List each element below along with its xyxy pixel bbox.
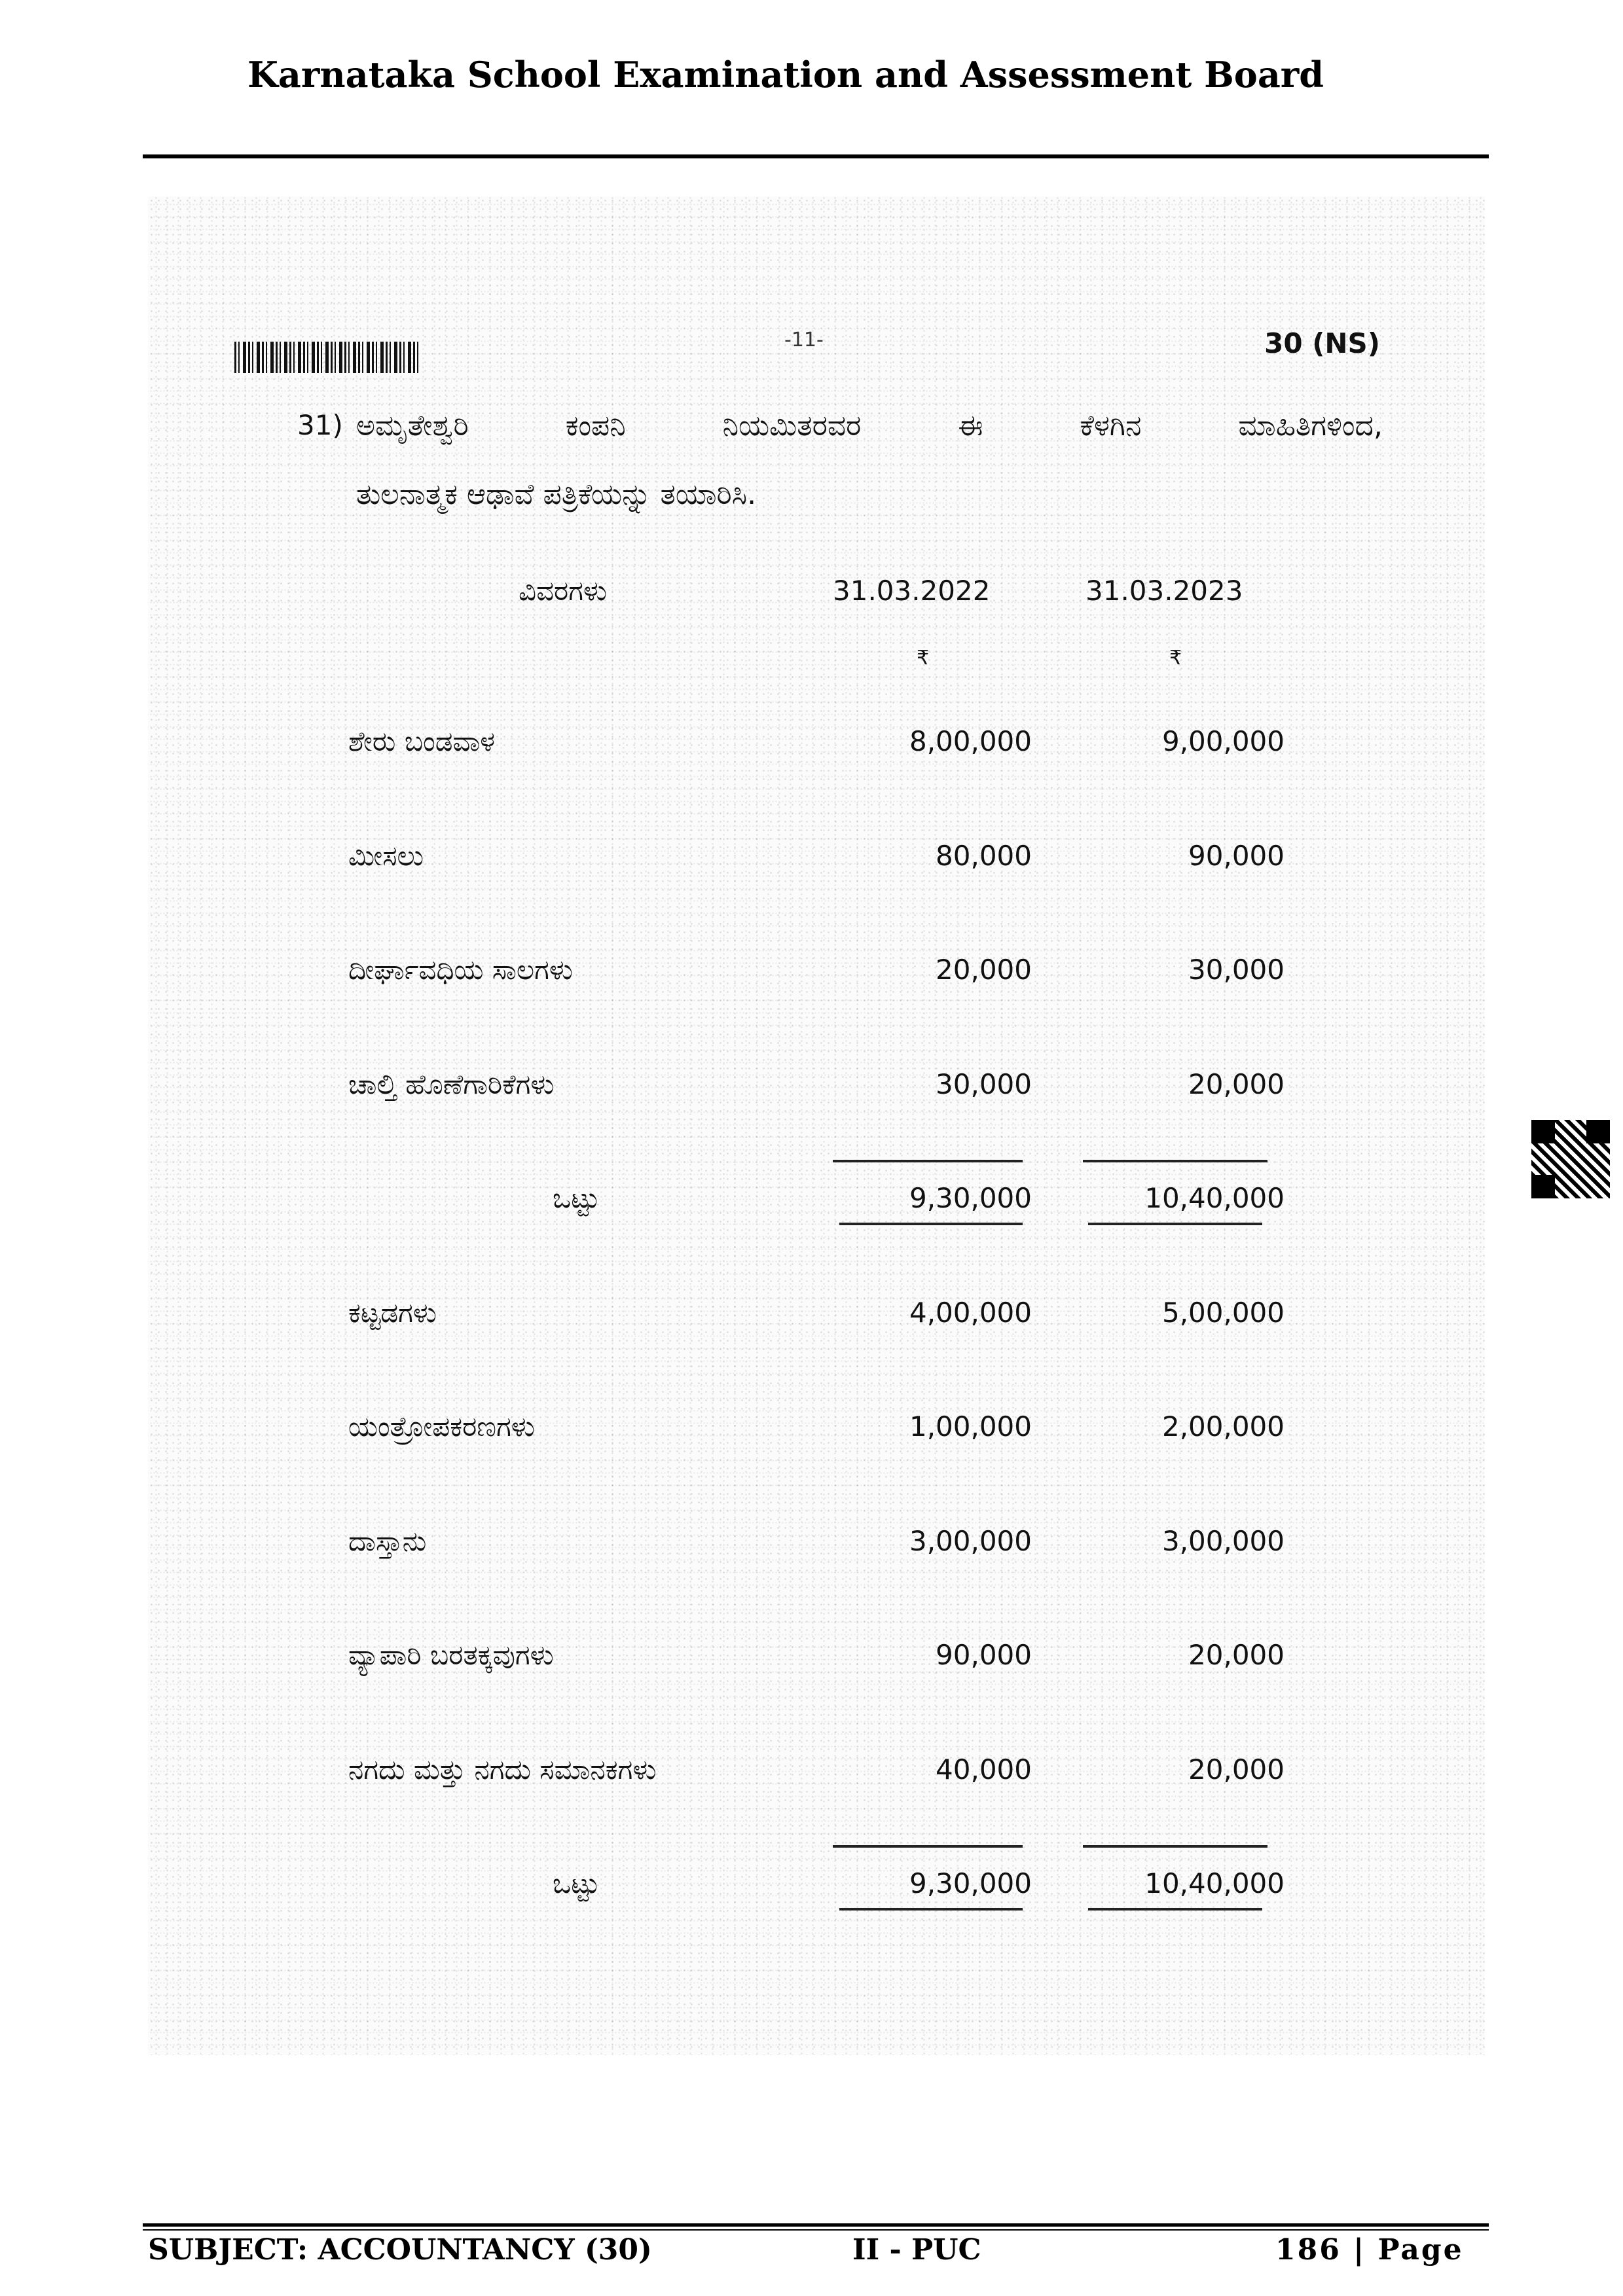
scanned-question-paper: [148, 196, 1485, 2055]
total-underline-2022: [839, 1908, 1023, 1910]
table-row: [148, 1525, 1485, 1564]
value-2023: 90,000: [1188, 840, 1285, 872]
subtotal-rule-2023: [1083, 1160, 1267, 1162]
value-2023: 9,00,000: [1161, 725, 1285, 757]
value-2022: 4,00,000: [909, 1297, 1032, 1329]
row-label: ದೀರ್ಘಾವಧಿಯ ಸಾಲಗಳು: [348, 954, 574, 986]
question-word: ಕೆಳಗಿನ: [1080, 409, 1142, 442]
row-label: ಒಟ್ಟು: [553, 1867, 600, 1899]
column-header-2022: 31.03.2022: [833, 575, 991, 607]
value-2023: 5,00,000: [1161, 1297, 1285, 1329]
value-2022: 20,000: [936, 954, 1032, 986]
row-label: ಯಂತ್ರೋಪಕರಣಗಳು: [348, 1410, 535, 1443]
value-2023: 2,00,000: [1161, 1410, 1285, 1443]
table-total-row: [148, 1182, 1485, 1221]
value-2023: 30,000: [1188, 954, 1285, 986]
qr-code-icon: [1529, 1118, 1612, 1200]
footer-subject: SUBJECT: ACCOUNTANCY (30): [148, 2233, 652, 2267]
value-2022: 40,000: [936, 1753, 1032, 1785]
table-row: [148, 1753, 1485, 1793]
value-2022: 90,000: [936, 1639, 1032, 1671]
currency-symbol-2022: ₹: [917, 647, 930, 670]
subtotal-rule-2022: [833, 1845, 1023, 1848]
barcode-graphic: [234, 342, 420, 373]
table-row: [148, 1639, 1485, 1678]
question-word: ಮಾಹಿತಿಗಳಿಂದ,: [1238, 409, 1383, 442]
table-row: [148, 954, 1485, 993]
value-2022: 9,30,000: [909, 1867, 1032, 1899]
value-2022: 80,000: [936, 840, 1032, 872]
footer-class: II - PUC: [852, 2233, 981, 2267]
row-label: ಮೀಸಲು: [348, 840, 424, 872]
total-underline-2023: [1088, 1908, 1262, 1910]
question-word: ಕಂಪನಿ: [565, 409, 626, 442]
series-code: 30 (NS): [1264, 327, 1380, 359]
footer-page-number: 186 | Page: [1275, 2233, 1464, 2267]
question-word: ಅಮೃತೇಶ್ವರಿ: [356, 409, 469, 442]
header-rule: [143, 154, 1489, 158]
question-text-line-2: ತುಲನಾತ್ಮಕ ಆಢಾವೆ ಪತ್ರಿಕೆಯನ್ನು ತಯಾರಿಸಿ.: [356, 478, 757, 511]
total-underline-2023: [1088, 1223, 1262, 1225]
value-2022: 9,30,000: [909, 1182, 1032, 1214]
question-word: ನಿಯಮಿತರವರ: [722, 409, 862, 442]
value-2022: 1,00,000: [909, 1410, 1032, 1443]
row-label: ದಾಸ್ತಾನು: [348, 1525, 427, 1557]
table-total-row: [148, 1867, 1485, 1907]
subtotal-rule-2022: [833, 1160, 1023, 1162]
value-2023: 3,00,000: [1161, 1525, 1285, 1557]
value-2023: 20,000: [1188, 1753, 1285, 1785]
column-header-2023: 31.03.2023: [1085, 575, 1243, 607]
question-word: ಈ: [958, 409, 983, 442]
subtotal-rule-2023: [1083, 1845, 1267, 1848]
row-label: ಕಟ್ಟಡಗಳು: [348, 1297, 437, 1329]
table-row: [148, 1297, 1485, 1336]
row-label: ಒಟ್ಟು: [553, 1182, 600, 1214]
value-2023: 20,000: [1188, 1639, 1285, 1671]
currency-symbol-2023: ₹: [1169, 647, 1182, 670]
table-row: [148, 1410, 1485, 1450]
row-label: ವ್ಯಾಪಾರಿ ಬರತಕ್ಕವುಗಳು: [348, 1639, 554, 1671]
column-header-particulars: ವಿವರಗಳು: [519, 575, 608, 607]
table-row: [148, 840, 1485, 879]
table-row: [148, 1068, 1485, 1107]
value-2022: 3,00,000: [909, 1525, 1032, 1557]
footer-rule-thin: [143, 2229, 1489, 2231]
total-underline-2022: [839, 1223, 1023, 1225]
row-label: ನಗದು ಮತ್ತು ನಗದು ಸಮಾನಕಗಳು: [348, 1753, 657, 1785]
footer-rule: [143, 2223, 1489, 2227]
value-2023: 10,40,000: [1144, 1867, 1285, 1899]
board-title: Karnataka School Examination and Assessment Board: [247, 54, 1324, 96]
value-2022: 30,000: [936, 1068, 1032, 1100]
row-label: ಶೇರು ಬಂಡವಾಳ: [348, 725, 496, 757]
row-label: ಚಾಲ್ತಿ ಹೊಣೆಗಾರಿಕೆಗಳು: [348, 1068, 555, 1100]
value-2023: 10,40,000: [1144, 1182, 1285, 1214]
scan-page-marker: -11-: [784, 329, 824, 351]
question-text-line-1: [356, 409, 1383, 442]
table-row: [148, 725, 1485, 764]
question-number: 31): [297, 409, 343, 441]
value-2023: 20,000: [1188, 1068, 1285, 1100]
value-2022: 8,00,000: [909, 725, 1032, 757]
